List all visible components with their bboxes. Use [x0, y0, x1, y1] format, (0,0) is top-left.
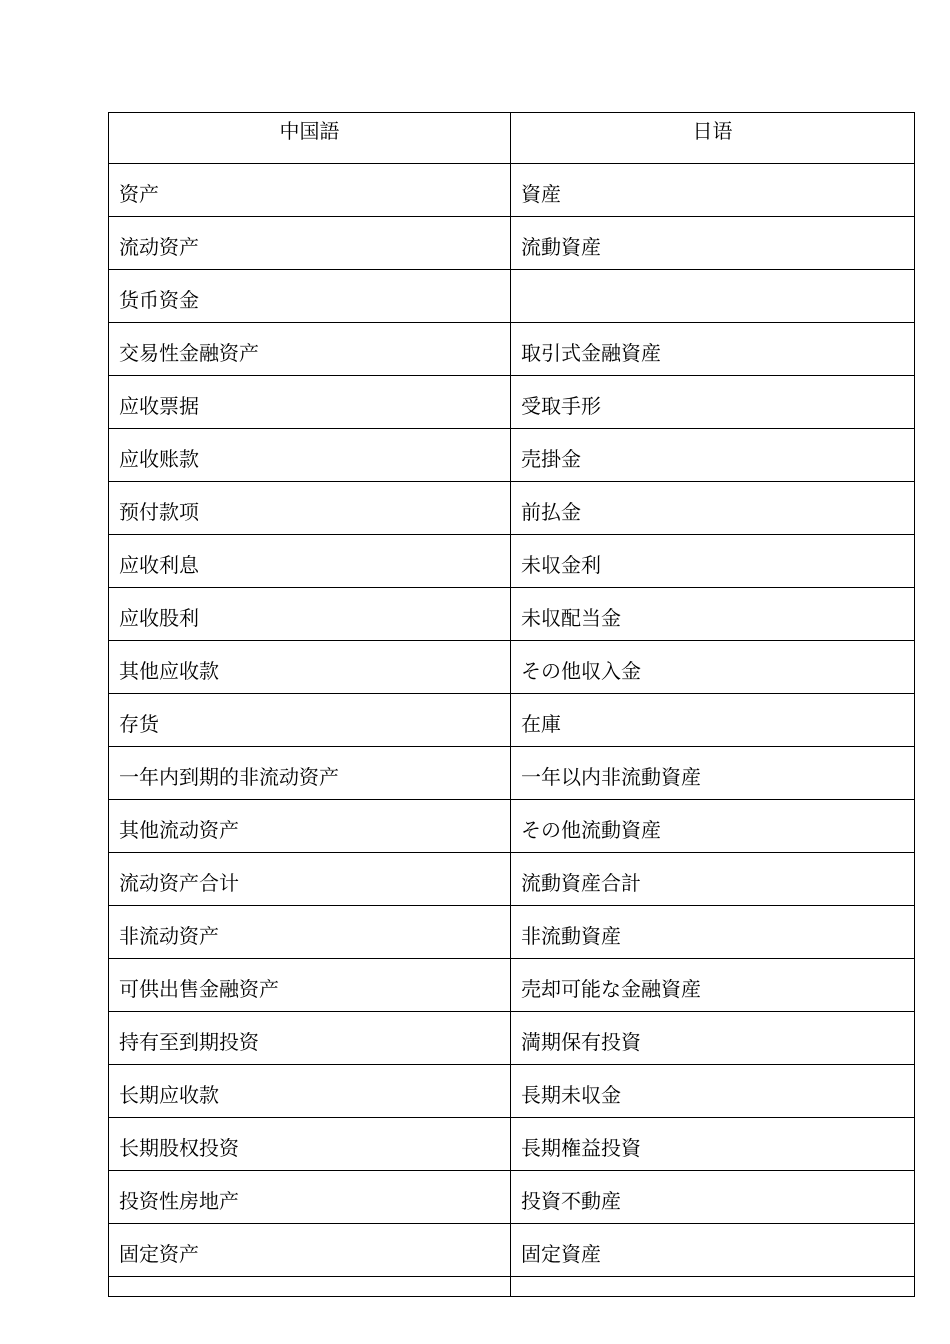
glossary-table: [108, 112, 915, 1297]
japanese-term-cell: [511, 270, 915, 323]
japanese-term-cell: 売却可能な金融資産: [511, 959, 915, 1012]
table-body: [109, 164, 915, 1297]
table-row: [109, 641, 915, 694]
table-row: [109, 482, 915, 535]
table-row: [109, 588, 915, 641]
table-row: [109, 959, 915, 1012]
table-row: [109, 853, 915, 906]
japanese-term-cell: 固定資産: [511, 1224, 915, 1277]
chinese-term-cell: 非流动资产: [109, 906, 511, 959]
chinese-term-cell: 可供出售金融资产: [109, 959, 511, 1012]
chinese-term-cell: 预付款项: [109, 482, 511, 535]
table-row: [109, 906, 915, 959]
table-row: [109, 270, 915, 323]
table-row: [109, 429, 915, 482]
japanese-term-cell: 資産: [511, 164, 915, 217]
header-chinese: 中国語: [109, 113, 511, 164]
table-row: [109, 1065, 915, 1118]
japanese-term-cell: 非流動資産: [511, 906, 915, 959]
japanese-term-cell: 受取手形: [511, 376, 915, 429]
table-row: [109, 800, 915, 853]
japanese-term-cell: 未収金利: [511, 535, 915, 588]
japanese-term-cell: 在庫: [511, 694, 915, 747]
table-row: [109, 535, 915, 588]
table-row: [109, 323, 915, 376]
chinese-term-cell: 货币资金: [109, 270, 511, 323]
chinese-term-cell: 交易性金融资产: [109, 323, 511, 376]
chinese-term-cell: 其他流动资产: [109, 800, 511, 853]
chinese-term-cell: 持有至到期投资: [109, 1012, 511, 1065]
chinese-term-cell: 应收账款: [109, 429, 511, 482]
japanese-term-cell: 満期保有投資: [511, 1012, 915, 1065]
japanese-term-cell: 投資不動産: [511, 1171, 915, 1224]
header-japanese: 日语: [511, 113, 915, 164]
japanese-term-cell: [511, 1277, 915, 1297]
table-row: [109, 217, 915, 270]
table-row: [109, 376, 915, 429]
chinese-term-cell: 长期股权投资: [109, 1118, 511, 1171]
chinese-term-cell: 固定资产: [109, 1224, 511, 1277]
japanese-term-cell: 取引式金融資産: [511, 323, 915, 376]
japanese-term-cell: 前払金: [511, 482, 915, 535]
chinese-term-cell: 一年内到期的非流动资产: [109, 747, 511, 800]
chinese-term-cell: 存货: [109, 694, 511, 747]
chinese-term-cell: 流动资产合计: [109, 853, 511, 906]
japanese-term-cell: 流動資産合計: [511, 853, 915, 906]
chinese-term-cell: 资产: [109, 164, 511, 217]
chinese-term-cell: 长期应收款: [109, 1065, 511, 1118]
table-row: [109, 694, 915, 747]
chinese-term-cell: 应收股利: [109, 588, 511, 641]
chinese-term-cell: 应收票据: [109, 376, 511, 429]
table-row: [109, 1118, 915, 1171]
chinese-term-cell: 流动资产: [109, 217, 511, 270]
table-header-row: [109, 113, 915, 164]
japanese-term-cell: 長期権益投資: [511, 1118, 915, 1171]
chinese-term-cell: 投资性房地产: [109, 1171, 511, 1224]
japanese-term-cell: その他流動資産: [511, 800, 915, 853]
japanese-term-cell: 未収配当金: [511, 588, 915, 641]
chinese-term-cell: [109, 1277, 511, 1297]
japanese-term-cell: 流動資産: [511, 217, 915, 270]
chinese-term-cell: 其他应收款: [109, 641, 511, 694]
japanese-term-cell: 長期未収金: [511, 1065, 915, 1118]
table-row: [109, 747, 915, 800]
chinese-term-cell: 应收利息: [109, 535, 511, 588]
table-row: [109, 1277, 915, 1297]
table-row: [109, 1012, 915, 1065]
japanese-term-cell: 一年以内非流動資産: [511, 747, 915, 800]
table-row: [109, 164, 915, 217]
japanese-term-cell: その他収入金: [511, 641, 915, 694]
japanese-term-cell: 売掛金: [511, 429, 915, 482]
table-row: [109, 1224, 915, 1277]
table-row: [109, 1171, 915, 1224]
